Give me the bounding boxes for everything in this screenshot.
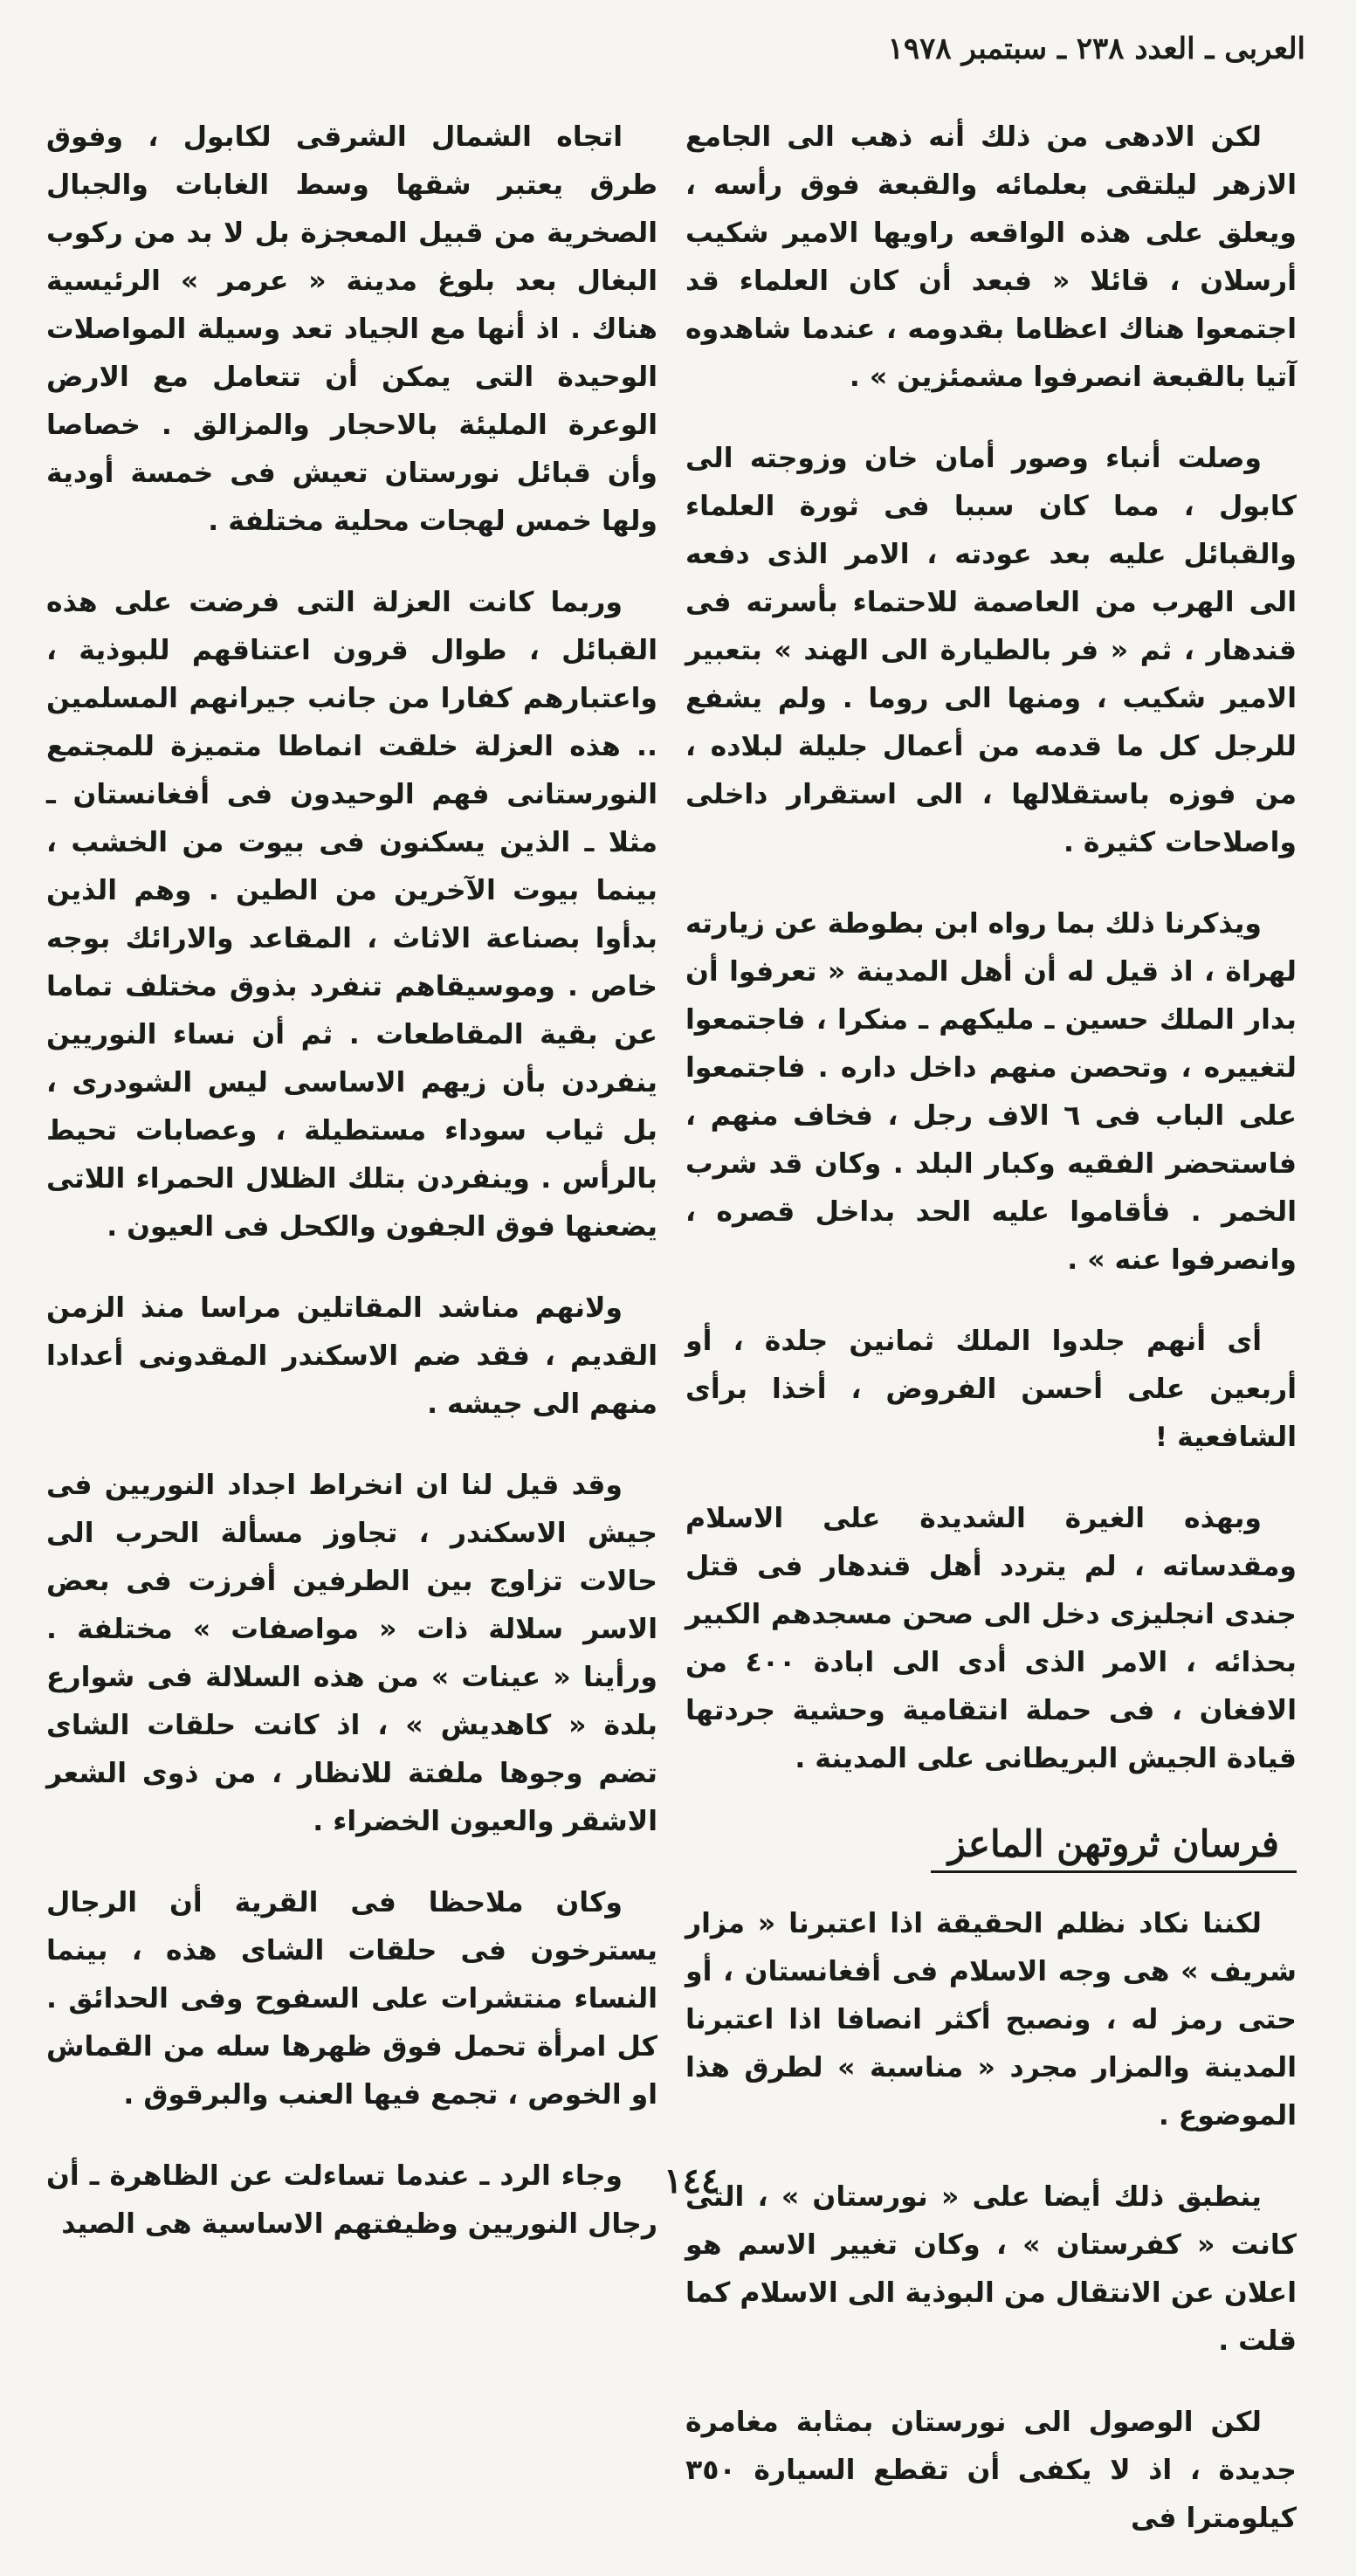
paragraph: لكن الادهى من ذلك أنه ذهب الى الجامع الازهر ليلتقى بعلمائه والقبعة فوق رأسه ، ويعلق على هذه الواقعه راويها الامير شكيب أرسلان ، قائلا « فبعد أن كان العلماء قد اجتمعوا هناك اعظاما بقدومه ، عندما شاهدوه آتيا بالقبعة انصرفوا مشمئزين » . — [685, 121, 1297, 393]
right-column — [685, 114, 1297, 2576]
paragraph: وكان ملاحظا فى القرية أن الرجال يسترخون فى حلقات الشاى هذه ، بينما النساء منتشرات على السفوح وفى الحدائق . كل امرأة تحمل فوق ظهرها سله من القماش او الخوص ، تجمع فيها العنب والبرقوق . — [46, 1887, 657, 2111]
running-header: العربى ـ العدد ٢٣٨ ـ سبتمبر ١٩٧٨ — [887, 31, 1305, 66]
paragraph: وجاء الرد ـ عندما تساءلت عن الظاهرة ـ أن رجال النوريين وظيفتهم الاساسية هى الصيد — [46, 2160, 657, 2240]
paragraph: لكننا نكاد نظلم الحقيقة اذا اعتبرنا « مزار شريف » هى وجه الاسلام فى أفغانستان ، أو حتى رمز له ، ونصبح أكثر انصافا اذا اعتبرنا المدينة والمزار مجرد « مناسبة » لطرق هذا الموضوع . — [685, 1908, 1297, 2132]
paragraph: ينطبق ذلك أيضا على « نورستان » ، التى كانت « كفرستان » ، وكان تغيير الاسم هو اعلان عن الانتقال من البوذية الى الاسلام كما قلت . — [685, 2181, 1297, 2357]
paragraph: ولانهم مناشد المقاتلين مراسا منذ الزمن القديم ، فقد ضم الاسكندر المقدونى أعدادا منهم الى جيشه . — [46, 1292, 657, 1420]
paragraph: وقد قيل لنا ان انخراط اجداد النوريين فى جيش الاسكندر ، تجاوز مسألة الحرب الى حالات تزاوج بين الطرفين أفرزت فى بعض الاسر سلالة ذات « مواصفات » مختلفة . ورأينا « عينات » من هذه السلالة فى شوارع بلدة « كاهديش » ، اذ كانت حلقات الشاى تضم وجوها ملفتة للانظار ، من ذوى الشعر الاشقر والعيون الخضراء . — [46, 1470, 657, 1837]
paragraph: وصلت أنباء وصور أمان خان وزوجته الى كابول ، مما كان سببا فى ثورة العلماء والقبائل عليه بعد عودته ، الامر الذى دفعه الى الهرب من العاصمة للاحتماء بأسرته فى قندهار ، ثم « فر بالطيارة الى الهند » بتعبير الامير شكيب ، ومنها الى روما . ولم يشفع للرجل كل ما قدمه من أعمال جليلة لبلاده ، من فوزه باستقلالها ، الى استقرار داخلى واصلاحات كثيرة . — [685, 443, 1297, 858]
left-column — [46, 114, 657, 2282]
page-number: ١٤٤ — [664, 2160, 720, 2201]
section-heading-text: فرسان ثروتهن الماعز — [931, 1822, 1297, 1873]
paragraph: اتجاه الشمال الشرقى لكابول ، وفوق طرق يعتبر شقها وسط الغابات والجبال الصخرية من قبيل المعجزة بل لا بد من ركوب البغال بعد بلوغ مدينة « عرمر » الرئيسية هناك . اذ أنها مع الجياد تعد وسيلة المواصلات الوحيدة التى يمكن أن تتعامل مع الارض الوعرة المليئة بالاحجار والمزالق . خصاصا وأن قبائل نورستان تعيش فى خمسة أودية ولها خمس لهجات محلية مختلفة . — [46, 121, 657, 537]
paragraph: أى أنهم جلدوا الملك ثمانين جلدة ، أو أربعين على أحسن الفروض ، أخذا برأى الشافعية ! — [685, 1326, 1297, 1453]
paragraph: وبهذه الغيرة الشديدة على الاسلام ومقدساته ، لم يتردد أهل قندهار فى قتل جندى انجليزى دخل الى صحن مسجدهم الكبير بحذائه ، الامر الذى أدى الى ابادة ٤٠٠ من الافغان ، فى حملة انتقامية وحشية جردتها قيادة الجيش البريطانى على المدينة . — [685, 1503, 1297, 1774]
paragraph: لكن الوصول الى نورستان بمثابة مغامرة جديدة ، اذ لا يكفى أن تقطع السيارة ٣٥٠ كيلومترا فى — [685, 2407, 1297, 2534]
paragraph: ويذكرنا ذلك بما رواه ابن بطوطة عن زيارته لهراة ، اذ قيل له أن أهل المدينة « تعرفوا أن بدار الملك حسين ـ مليكهم ـ منكرا ، فاجتمعوا لتغييره ، وتحصن منهم داخل داره . فاجتمعوا على الباب فى ٦ الاف رجل ، فخاف منهم ، فاستحضر الفقيه وكبار البلد . وكان قد شرب الخمر . فأقاموا عليه الحد بداخل قصره ، وانصرفوا عنه » . — [685, 908, 1297, 1276]
paragraph: وربما كانت العزلة التى فرضت على هذه القبائل ، طوال قرون اعتناقهم للبوذية ، واعتبارهم كفارا من جانب جيرانهم المسلمين .. هذه العزلة خلقت انماطا متميزة للمجتمع النورستانى فهم الوحيدون فى أفغانستان ـ مثلا ـ الذين يسكنون فى بيوت من الخشب ، بينما بيوت الآخرين من الطين . وهم الذين بدأوا بصناعة الاثاث ، المقاعد والارائك بوجه خاص . وموسيقاهم تنفرد بذوق مختلف تماما عن بقية المقاطعات . ثم أن نساء النوريين ينفردن بأن زيهم الاساسى ليس الشودرى ، بل ثياب سوداء مستطيلة ، وعصابات تحيط بالرأس . وينفردن بتلك الظلال الحمراء اللاتى يضعنها فوق الجفون والكحل فى العيون . — [46, 587, 657, 1243]
section-heading — [685, 1818, 1297, 1870]
